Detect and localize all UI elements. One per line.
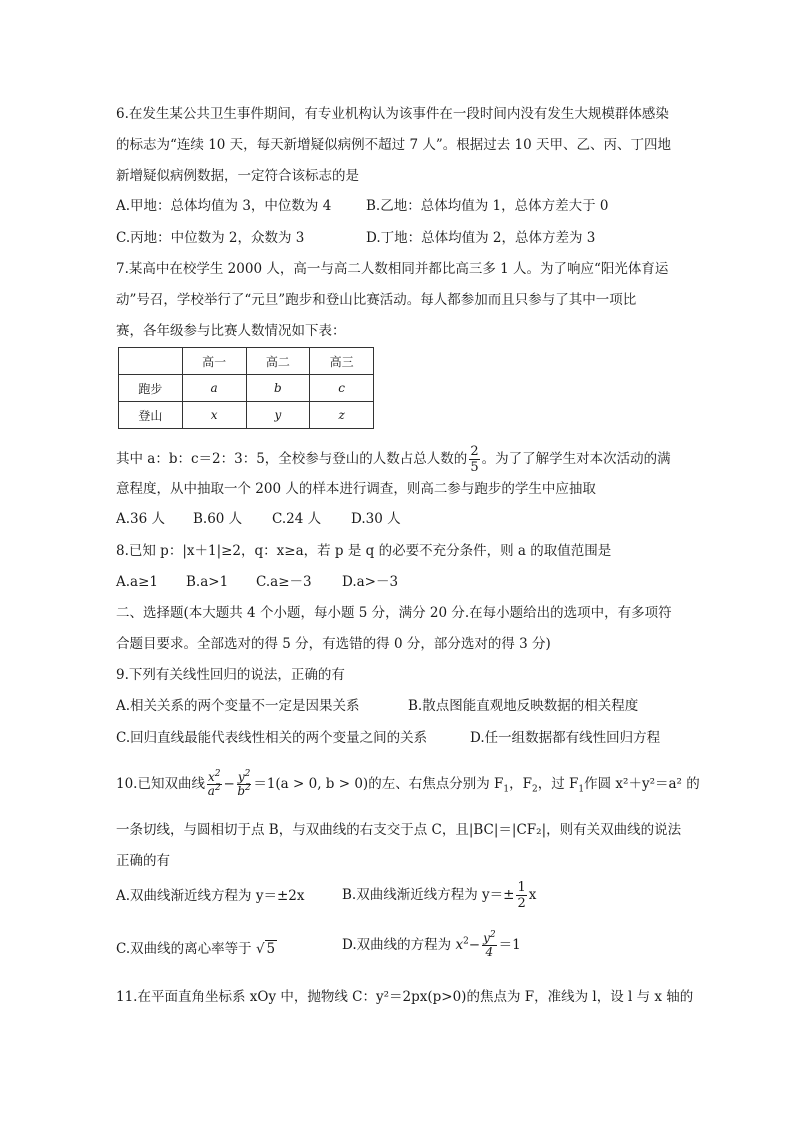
q8-option-a: A.a≥1: [116, 574, 158, 590]
q10-option-c: [116, 939, 277, 959]
fraction-numerator: 2: [470, 444, 479, 459]
q10-condition: ＝1(a > 0, b > 0): [253, 776, 369, 792]
q9-option-b: B.散点图能直观地反映数据的相关程度: [408, 698, 639, 714]
fraction-x2-over-a2: [207, 771, 222, 798]
q9-stem: 9.下列有关线性回归的说法，正确的有: [116, 667, 345, 683]
table-cell: a: [182, 375, 246, 402]
q10-option-c-text: C.双曲线的离心率等于: [116, 941, 252, 957]
q7-option-a: A.36 人: [116, 511, 166, 527]
table-header-row: [119, 348, 374, 375]
fraction-denominator: 5: [470, 460, 479, 475]
fraction-numerator: $y^2$: [483, 930, 496, 945]
table-header-cell: 高二: [246, 348, 310, 375]
q11-stem-line-1: 11.在平面直角坐标系 xOy 中，抛物线 C：y²＝2px(p>0)的焦点为 F，准线为 l，设 l 与 x 轴的: [116, 989, 694, 1005]
fraction-y2-over-b2: [237, 771, 252, 798]
q6-option-b: B.乙地：总体均值为 1，总体方差大于 0: [366, 198, 609, 214]
fraction-numerator: $y^2$: [237, 769, 251, 784]
radicand: 5: [266, 941, 276, 957]
q7-option-b: B.60 人: [193, 511, 243, 527]
q10-option-b: [342, 880, 536, 911]
participation-table: [118, 347, 374, 429]
table-row: [119, 402, 374, 429]
q7-stem-line-1: 7.某高中在校学生 2000 人，高一与高二人数相同并都比高三多 1 人。为了响应“阳光体育运: [116, 261, 669, 277]
fraction-y2-over-4: [482, 932, 497, 959]
q7-stem-line-3: 赛，各年级参与比赛人数情况如下表：: [116, 323, 346, 339]
fraction-two-fifths: [469, 444, 479, 475]
q6-option-c: C.丙地：中位数为 2，众数为 3: [116, 230, 305, 246]
table-cell: c: [310, 375, 374, 402]
fraction-one-half: [516, 880, 526, 911]
q10-option-b-var: x: [528, 887, 537, 903]
q8-option-d: D.a>－3: [342, 574, 399, 590]
q10-stem-line-1: 10.已知双曲线 $\frac{x^2}{a^2}$ − $\frac{y^2}{b^2}$ ＝1(a > 0, b > 0)的左、右焦点分别为 $F_1$，$F_2$，过 $F_1$作圆 x²＋y²＝a² 的: [116, 769, 700, 798]
table-cell: y: [246, 402, 310, 429]
q8-stem: 8.已知 p：|x＋1|≥2，q：x≥a，若 p 是 q 的必要不充分条件，则 a 的取值范围是: [116, 543, 612, 559]
q8-option-c: C.a≥－3: [256, 574, 312, 590]
fraction-denominator: 2: [517, 896, 526, 911]
q6-stem-line-3: 新增疑似病例数据，一定符合该标志的是: [116, 168, 359, 184]
table-cell: x: [182, 402, 246, 429]
q7-stem-line-4: [116, 444, 671, 475]
q6-option-a: A.甲地：总体均值为 3，中位数为 4: [116, 198, 332, 214]
q7-ratio-text: 其中 a：b：c＝2：3：5，全校参与登山的人数占总人数的: [116, 451, 468, 467]
table-cell: b: [246, 375, 310, 402]
q8-option-b: B.a>1: [186, 574, 229, 590]
q10-stem-line-3: 正确的有: [116, 853, 170, 869]
fraction-denominator: $a^2$: [207, 783, 221, 798]
table-row: [119, 375, 374, 402]
table-header-cell: 高一: [182, 348, 246, 375]
q10-through-text: ，过 F: [537, 776, 579, 792]
q10-lead-text: 10.已知双曲线: [116, 776, 205, 792]
q7-option-c: C.24 人: [272, 511, 322, 527]
square-root-5: √ 5: [255, 941, 276, 957]
table-cell: [119, 348, 183, 375]
row-label: 跑步: [119, 375, 183, 402]
row-label: 登山: [119, 402, 183, 429]
table-header-cell: 高三: [310, 348, 374, 375]
q9-option-d: D.任一组数据都有线性回归方程: [470, 730, 661, 746]
q6-stem-line-1: 6.在发生某公共卫生事件期间，有专业机构认为该事件在一段时间内没有发生大规模群体感染: [116, 106, 669, 122]
q6-stem-line-2: 的标志为“连续 10 天，每天新增疑似病例不超过 7 人”。根据过去 10 天甲、乙、丙、丁四地: [116, 137, 671, 153]
q10-stem-line-2: 一条切线，与圆相切于点 B，与双曲线的右支交于点 C，且|BC|＝|CF₂|，则有关双曲线的说法: [116, 822, 682, 838]
q10-option-b-text: B.双曲线渐近线方程为 y＝±: [342, 887, 515, 903]
q9-option-c: C.回归直线最能代表线性相关的两个变量之间的关系: [116, 730, 428, 746]
q6-option-d: D.丁地：总体均值为 2，总体方差为 3: [366, 230, 596, 246]
fraction-numerator: $x^2$: [207, 769, 221, 784]
q7-purpose-text: 。为了了解学生对本次活动的满: [481, 451, 671, 467]
section-2-heading-line-1: 二、选择题(本大题共 4 个小题，每小题 5 分，满分 20 分.在每小题给出的选项中，有多项符: [116, 605, 672, 621]
q10-option-d-text: D.双曲线的方程为: [342, 937, 452, 953]
q10-foci-text: 的左、右焦点分别为 F: [368, 776, 504, 792]
q10-option-d-eq: ＝1: [498, 937, 521, 953]
q10-option-d: D.双曲线的方程为 $x^2-$ $\frac{y^2}{4}$ ＝1: [342, 930, 521, 959]
q10-circle-text: 作圆 x²＋y²＝a² 的: [584, 776, 700, 792]
table-cell: z: [310, 402, 374, 429]
section-2-heading-line-2: 合题目要求。全部选对的得 5 分，有选错的得 0 分，部分选对的得 3 分): [116, 636, 551, 652]
fraction-denominator: 4: [485, 945, 494, 959]
fraction-denominator: $b^2$: [237, 783, 251, 798]
q7-stem-line-5: 意程度，从中抽取一个 200 人的样本进行调查，则高二参与跑步的学生中应抽取: [116, 481, 596, 497]
q7-stem-line-2: 动”号召，学校举行了“元旦”跑步和登山比赛活动。每人都参加而且只参与了其中一项比: [116, 292, 637, 308]
fraction-numerator: 1: [517, 880, 526, 895]
q9-option-a: A.相关关系的两个变量不一定是因果关系: [116, 698, 360, 714]
q7-option-d: D.30 人: [351, 511, 401, 527]
q10-option-a: A.双曲线渐近线方程为 y＝±2x: [116, 888, 305, 904]
